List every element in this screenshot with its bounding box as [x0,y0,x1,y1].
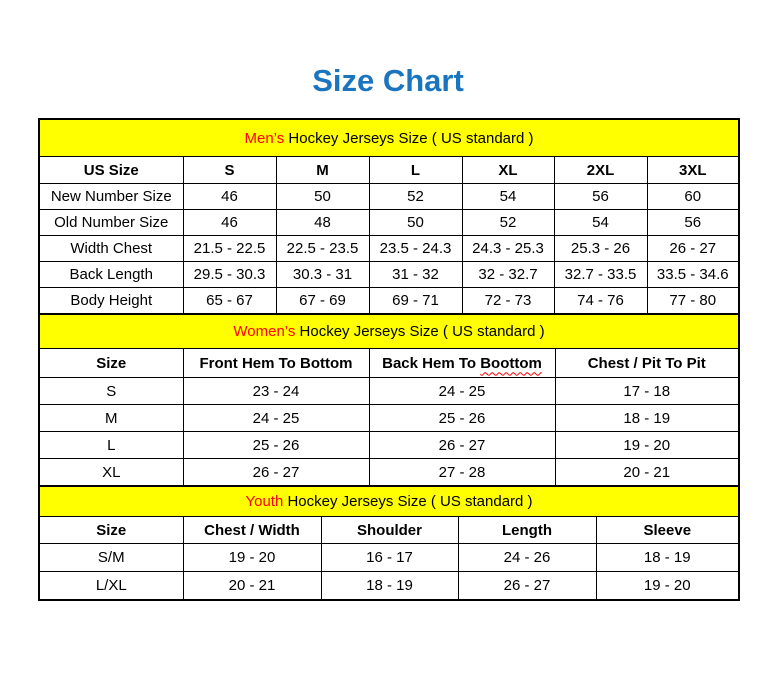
value-cell: 74 - 76 [554,288,647,315]
youth-banner-highlight: Youth [245,493,284,510]
value-cell: 20 - 21 [555,459,739,487]
value-cell: 46 [183,184,276,210]
womens-banner-row [39,314,739,349]
value-cell: 50 [276,184,369,210]
womens-banner-text: Hockey Jerseys Size ( US standard ) [295,323,545,340]
row-label: XL [39,459,183,487]
value-cell: 32 - 32.7 [462,262,554,288]
column-header: S [183,157,276,184]
value-cell: 56 [647,210,739,236]
value-cell: 26 - 27 [369,432,555,459]
youth-table-banner [39,486,739,517]
value-cell: 69 - 71 [369,288,462,315]
value-cell: 52 [462,210,554,236]
mens-size-table [38,118,740,315]
back-hem-header-text: Back Hem To [382,354,481,372]
value-cell: 19 - 20 [555,432,739,459]
value-cell: 24 - 25 [183,405,369,432]
row-label: New Number Size [39,184,183,210]
table-row [39,544,739,572]
table-row [39,288,739,315]
column-header: Sleeve [596,517,739,544]
column-header: Length [458,517,596,544]
column-header [369,349,555,378]
value-cell: 17 - 18 [555,378,739,405]
value-cell: 67 - 69 [276,288,369,315]
row-label: Back Length [39,262,183,288]
womens-table-banner [39,314,739,349]
youth-header-row [39,517,739,544]
table-row [39,184,739,210]
value-cell: 54 [554,210,647,236]
value-cell: 24 - 26 [458,544,596,572]
value-cell: 26 - 27 [458,572,596,601]
column-header: 2XL [554,157,647,184]
row-label: L/XL [39,572,183,601]
mens-banner-highlight: Men’s [244,129,285,147]
value-cell: 25.3 - 26 [554,236,647,262]
column-header: Chest / Width [183,517,321,544]
value-cell: 72 - 73 [462,288,554,315]
value-cell: 52 [369,184,462,210]
row-label: Old Number Size [39,210,183,236]
row-label: L [39,432,183,459]
value-cell: 18 - 19 [596,544,739,572]
value-cell: 23.5 - 24.3 [369,236,462,262]
youth-banner-text: Hockey Jerseys Size ( US standard ) [283,493,533,510]
value-cell: 26 - 27 [183,459,369,487]
value-cell: 60 [647,184,739,210]
value-cell: 33.5 - 34.6 [647,262,739,288]
youth-banner-row [39,486,739,517]
size-chart-tables [38,118,738,601]
table-row [39,572,739,601]
row-label: S [39,378,183,405]
value-cell: 30.3 - 31 [276,262,369,288]
table-row [39,459,739,487]
column-header: Size [39,349,183,378]
value-cell: 29.5 - 30.3 [183,262,276,288]
table-row [39,432,739,459]
column-header: L [369,157,462,184]
column-header: XL [462,157,554,184]
row-label: Body Height [39,288,183,315]
column-header: Chest / Pit To Pit [555,349,739,378]
value-cell: 18 - 19 [321,572,458,601]
value-cell: 26 - 27 [647,236,739,262]
row-label: S/M [39,544,183,572]
value-cell: 23 - 24 [183,378,369,405]
table-row [39,262,739,288]
value-cell: 25 - 26 [183,432,369,459]
mens-table-banner [39,119,739,157]
value-cell: 22.5 - 23.5 [276,236,369,262]
row-label: Width Chest [39,236,183,262]
table-row [39,236,739,262]
value-cell: 20 - 21 [183,572,321,601]
table-row [39,378,739,405]
value-cell: 25 - 26 [369,405,555,432]
value-cell: 19 - 20 [183,544,321,572]
row-label: M [39,405,183,432]
column-header: Size [39,517,183,544]
value-cell: 65 - 67 [183,288,276,315]
womens-size-table [38,313,740,487]
mens-banner-text: Hockey Jerseys Size ( US standard ) [284,129,534,147]
value-cell: 46 [183,210,276,236]
mens-header-row [39,157,739,184]
value-cell: 18 - 19 [555,405,739,432]
mens-banner-row [39,119,739,157]
value-cell: 27 - 28 [369,459,555,487]
value-cell: 50 [369,210,462,236]
value-cell: 77 - 80 [647,288,739,315]
value-cell: 54 [462,184,554,210]
misspelled-word: Boottom [480,354,542,372]
value-cell: 24.3 - 25.3 [462,236,554,262]
womens-banner-highlight: Women’s [233,323,296,340]
column-header: 3XL [647,157,739,184]
value-cell: 21.5 - 22.5 [183,236,276,262]
column-header: Front Hem To Bottom [183,349,369,378]
value-cell: 16 - 17 [321,544,458,572]
column-header: M [276,157,369,184]
value-cell: 48 [276,210,369,236]
value-cell: 19 - 20 [596,572,739,601]
table-row [39,405,739,432]
value-cell: 56 [554,184,647,210]
youth-size-table [38,485,740,601]
value-cell: 31 - 32 [369,262,462,288]
table-row [39,210,739,236]
womens-header-row [39,349,739,378]
column-header: US Size [39,157,183,184]
value-cell: 24 - 25 [369,378,555,405]
column-header: Shoulder [321,517,458,544]
value-cell: 32.7 - 33.5 [554,262,647,288]
page-title: Size Chart [312,63,464,98]
